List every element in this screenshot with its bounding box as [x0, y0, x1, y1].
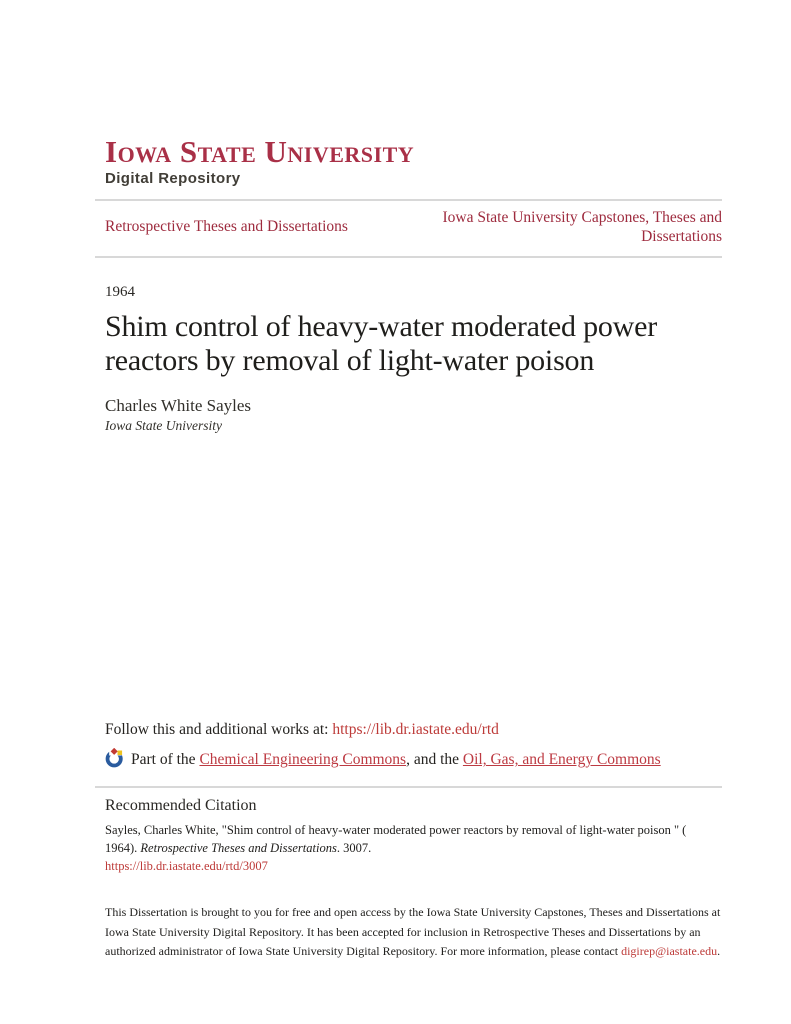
footer-note [95, 903, 722, 961]
and-the-text: , and the [406, 751, 463, 769]
citation-main-text: Sayles, Charles White, "Shim control of heavy-water moderated power reactors by removal of light-water poison " ( 1964). [105, 822, 687, 855]
part-of-line [131, 751, 661, 769]
nav-left-link[interactable]: Retrospective Theses and Dissertations [105, 218, 348, 236]
logo-title: Iowa State University [105, 134, 415, 169]
commons-line [105, 748, 722, 773]
citation-series-italic: Retrospective Theses and Dissertations [140, 840, 337, 855]
citation-rule [95, 786, 722, 788]
oil-gas-energy-commons-link[interactable]: Oil, Gas, and Energy Commons [462, 751, 661, 769]
author-affiliation: Iowa State University [105, 417, 222, 433]
repository-logo[interactable] [105, 136, 722, 187]
citation-section [95, 797, 722, 875]
work-block [95, 284, 722, 434]
citation-text [105, 821, 717, 875]
header [95, 136, 722, 187]
part-of-text: Part of the [131, 751, 200, 769]
follow-text: Follow this and additional works at: [105, 720, 333, 738]
header-rule-bottom [95, 256, 722, 258]
digital-commons-icon [105, 748, 125, 773]
follow-works-link[interactable]: https://lib.dr.iastate.edu/rtd [332, 720, 499, 738]
follow-line [105, 721, 722, 739]
citation-heading: Recommended Citation [105, 796, 257, 814]
footer-text: This Dissertation is brought to you for free and open access by the Iowa State University Capstones, Theses and Dissertations at Iowa State University Digital Repository. It has been accepted for inclusion in Retrospective Theses and Dissertations by an authorized administrator of Iowa State University Digital Repository. For more information, please contact [105, 905, 721, 958]
citation-number-text: . 3007. [336, 840, 372, 855]
citation-link[interactable]: https://lib.dr.iastate.edu/rtd/3007 [105, 859, 268, 873]
author-name: Charles White Sayles [105, 395, 252, 415]
follow-section [95, 721, 722, 773]
footer-text-end: . [717, 944, 721, 958]
page-title: Shim control of heavy-water moderated power reactors by removal of light-water poison [105, 309, 658, 378]
nav-row [95, 201, 722, 256]
logo-subtitle: Digital Repository [105, 170, 241, 187]
footer-contact-link[interactable]: digirep@iastate.edu [621, 944, 718, 958]
year-label: 1964 [105, 283, 135, 300]
nav-right-link[interactable]: Iowa State University Capstones, Theses and Dissertations [442, 209, 722, 246]
chemical-engineering-commons-link[interactable]: Chemical Engineering Commons [199, 751, 407, 769]
